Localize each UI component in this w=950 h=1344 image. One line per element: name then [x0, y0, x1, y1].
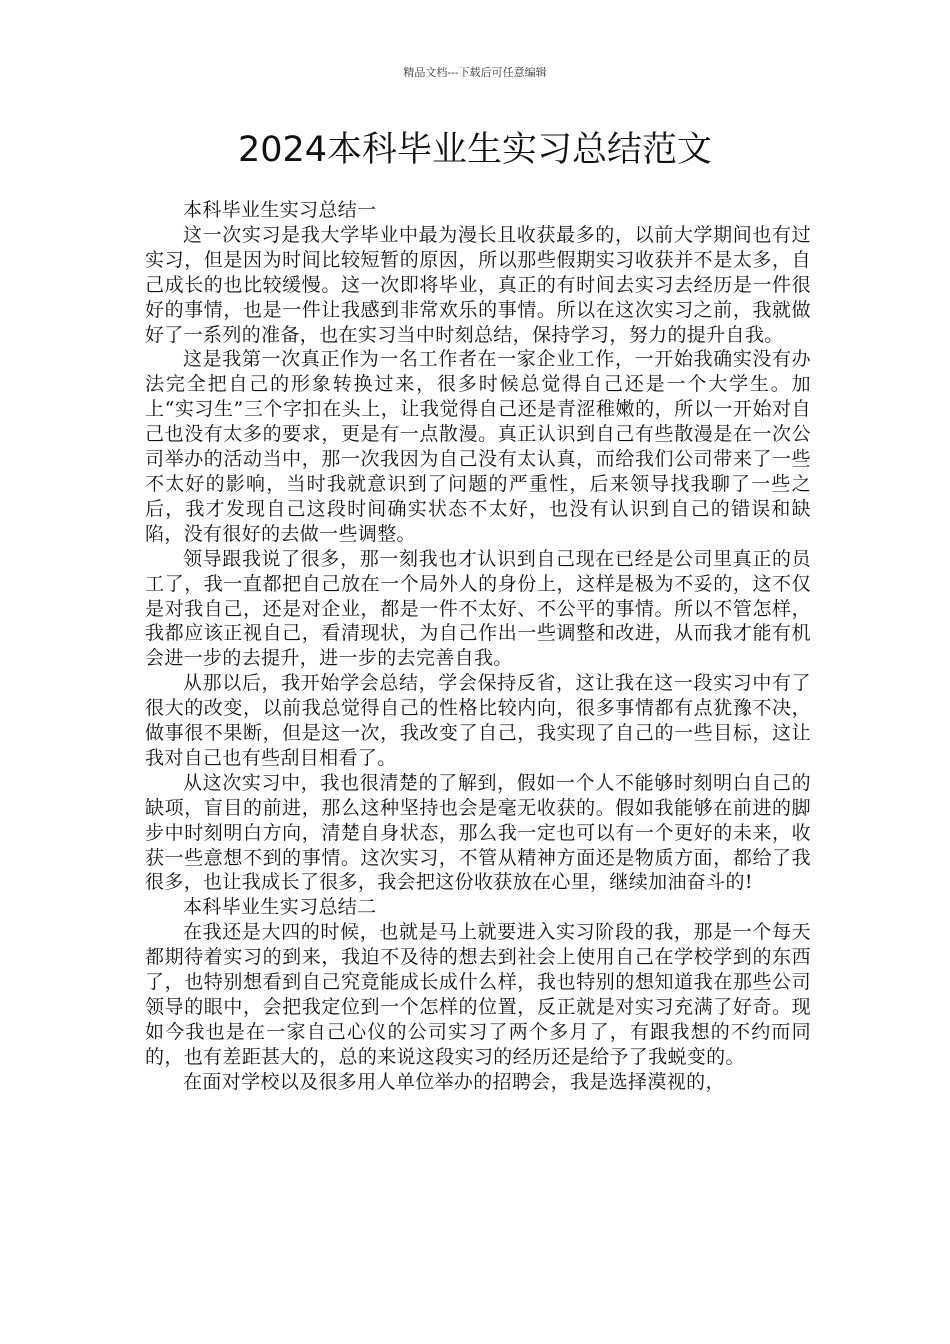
header-note: 精品文档---下载后可任意编辑 — [403, 66, 547, 79]
paragraph: 从那以后，我开始学会总结，学会保持反省，这让我在这一段实习中有了很大的改变，以前我总觉得自己的性格比较内向，很多事情都有点犹豫不决，做事很不果断，但是这一次，我改变了自己，我实现了自己的一些目标，这让我对自己也有些刮目相看了。 — [145, 672, 811, 769]
paragraph: 在我还是大四的时候，也就是马上就要进入实习阶段的我，那是一个每天都期待着实习的到来，我迫不及待的想去到社会上使用自己在学校学到的东西了，也特别想看到自己究竟能成长成什么样，我也特别的想知道我在那些公司领导的眼中，会把我定位到一个怎样的位置，反正就是对实习充满了好奇。现如今我也是在一家自己心仪的公司实习了两个多月了，有跟我想的不约而同的，也有差距甚大的，总的来说这段实习的经历还是给予了我蜕变的。 — [145, 921, 811, 1068]
section-heading-1: 本科毕业生实习总结一 — [183, 199, 377, 221]
paragraph: 这是我第一次真正作为一名工作者在一家企业工作，一开始我确实没有办法完全把自己的形象转换过来，很多时候总觉得自己还是一个大学生。加上“实习生”三个字扣在头上，让我觉得自己还是青涩稚嫩的，所以一开始对自己也没有太多的要求，更是有一点散漫。真正认识到自己有些散漫是在一次公司举办的活动当中，那一次我因为自己没有太认真，而给我们公司带来了一些不太好的影响，当时我就意识到了问题的严重性，后来领导找我聊了一些之后，我才发现自己这段时间确实状态不太好，也没有认识到自己的错误和缺陷，没有很好的去做一些调整。 — [145, 348, 811, 545]
paragraph: 在面对学校以及很多用人单位举办的招聘会，我是选择漠视的， — [183, 1070, 725, 1093]
document-body — [145, 198, 811, 1095]
paragraph: 领导跟我说了很多，那一刻我也才认识到自己现在已经是公司里真正的员工了，我一直都把自己放在一个局外人的身份上，这样是极为不妥的，这不仅是对我自己，还是对企业，都是一件不太好、不公平的事情。所以不管怎样，我都应该正视自己，看清现状，为自己作出一些调整和改进，从而我才能有机会进一步的去提升，进一步的去完善自我。 — [145, 547, 811, 670]
paragraph: 这一次实习是我大学毕业中最为漫长且收获最多的，以前大学期间也有过实习，但是因为时间比较短暂的原因，所以那些假期实习收获并不是太多，自己成长的也比较缓慢。这一次即将毕业，真正的有时间去实习去经历是一件很好的事情，也是一件让我感到非常欢乐的事情。所以在这次实习之前，我就做好了一系列的准备，也在实习当中时刻总结，保持学习，努力的提升自我。 — [145, 223, 811, 346]
document-title: 2024本科毕业生实习总结范文 — [237, 130, 713, 170]
paragraph: 从这次实习中，我也很清楚的了解到，假如一个人不能够时刻明白自己的缺项，盲目的前进，那么这种坚持也会是毫无收获的。假如我能够在前进的脚步中时刻明白方向，清楚自身状态，那么我一定也可以有一个更好的未来，收获一些意想不到的事情。这次实习，不管从精神方面还是物质方面，都给了我很多，也让我成长了很多，我会把这份收获放在心里，继续加油奋斗的! — [145, 771, 811, 894]
section-heading-2: 本科毕业生实习总结二 — [183, 896, 377, 919]
